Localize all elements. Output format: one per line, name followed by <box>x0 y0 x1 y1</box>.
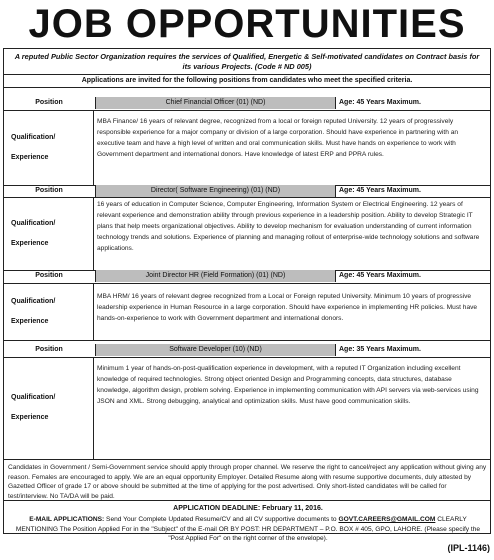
position-label: Position <box>35 346 63 353</box>
application-deadline: APPLICATION DEADLINE: February 11, 2016. <box>173 505 323 512</box>
position-age: Age: 45 Years Maximum. <box>339 99 421 106</box>
position-label: Position <box>35 187 63 194</box>
general-notes: Candidates in Government / Semi-Government service should apply through proper channel. We reserve the right to cancel/reject any application without giving any reason. Females are encouraged to apply. We are an equal opportunity Employer. Detailed Resume along with resume supportive documents, duly attested by Gazetted Officer of grade 17 or above should be submitted at the time of applying for the post advertised. Only short-listed candidates will be called for test/interview. No TA/DA will be paid. <box>8 464 487 500</box>
invitation-text: Applications are invited for the following positions from candidates who meet the specified criteria. <box>81 77 413 84</box>
position-age: Age: 45 Years Maximum. <box>339 272 421 279</box>
divider <box>3 74 491 75</box>
qualification-label: Qualification/ Experience <box>3 283 94 340</box>
email-address-link[interactable]: GOVT.CAREERS@GMAIL.COM <box>338 516 436 523</box>
position-name: Director( Software Engineering) (01) (ND) <box>95 185 336 197</box>
qualification-block-software-developer <box>3 357 491 459</box>
divider <box>3 500 491 501</box>
position-row-joint-director-hr <box>3 270 491 282</box>
qualification-label: Qualification/ Experience <box>3 197 94 270</box>
qualification-text: Minimum 1 year of hands-on-post-qualification experience in development, with a reputed IT Organization including excellent knowledge of required technologies. Strong object oriented Design and Programming concepts, data structures, database knowledge, algorithm design, problem solving. Experience in implementing communication with API servers via web-services using JSON and XML. Strong debugging, analytical and optimization skills. Must have good communication skills. <box>97 365 479 405</box>
email-label: E-MAIL APPLICATIONS: <box>29 516 105 523</box>
position-label: Position <box>35 272 63 279</box>
email-instructions <box>8 515 488 544</box>
qualification-label: Qualification/ Experience <box>3 110 94 185</box>
page-title: JOB OPPORTUNITIES <box>28 2 466 46</box>
position-row-cfo <box>3 97 491 109</box>
qualification-text: 16 years of education in Computer Science, Computer Engineering, Information System or Electrical Engineering. 12 years of relevant experience and demonstration ability through previous experience in a leadership position. Ability to develop Strategic IT plans that help meets organizational objectives. Ability to develop mechanism for evaluation understanding of current information technology trends and solutions. Experience of planning and managing rollout of enterprise-wide technology solutions and software applications. <box>97 201 480 252</box>
position-name: Chief Financial Officer (01) (ND) <box>95 97 336 109</box>
divider <box>3 340 491 341</box>
qualification-text: MBA Finance/ 16 years of relevant degree, recognized from a local or foreign reputed University. 12 years of progressively responsible experience for a major company or division of a large corporation. Should have experience in partnering with an executive team and have a high level of written and oral communication skills. Must have hands on experience to work with Government department and international donors. Have knowledge of latest ERP and PPRA rules. <box>97 118 459 158</box>
qualification-block-cfo <box>3 110 491 185</box>
qualification-text: MBA HRM/ 16 years of relevant degree recognized from a Local or Foreign reputed University. Minimum 10 years of progressive leadership experience in Human Resource in a large corporation. Should have experience in implementing HR policies. Must have hands-on-experience to work with Government department and international donors. <box>97 293 478 322</box>
position-age: Age: 35 Years Maximum. <box>339 346 421 353</box>
qualification-label: Qualification/ Experience <box>3 357 94 459</box>
position-row-software-developer <box>3 344 491 356</box>
qualification-block-joint-director-hr <box>3 283 491 340</box>
email-text-1: Send Your Complete Updated Resume/CV and all CV supportive documents to <box>106 516 337 523</box>
position-name: Software Developer (10) (ND) <box>95 344 336 356</box>
position-name: Joint Director HR (Field Formation) (01) (ND) <box>95 270 336 282</box>
divider <box>3 87 491 88</box>
position-label: Position <box>35 99 63 106</box>
position-row-director-software <box>3 185 491 197</box>
email-text-2: CLEARLY MENTIONING The Position Applied For in the "Subject" of the E-mail OR BY POST: HR DEPARTMENT – P.O. BOX # 405, GPO, LAHORE. (Please specify the "Post Applied For" on the right corner of the envelope). <box>15 516 481 542</box>
qualification-block-director-software <box>3 197 491 270</box>
intro-text: A reputed Public Sector Organization requires the services of Qualified, Energetic & Self-motivated candidates on Contract basis for its various Projects. (Code # ND 005) <box>14 52 480 71</box>
reference-code: (IPL-1146) <box>447 543 490 553</box>
position-age: Age: 45 Years Maximum. <box>339 187 421 194</box>
divider <box>3 459 491 460</box>
